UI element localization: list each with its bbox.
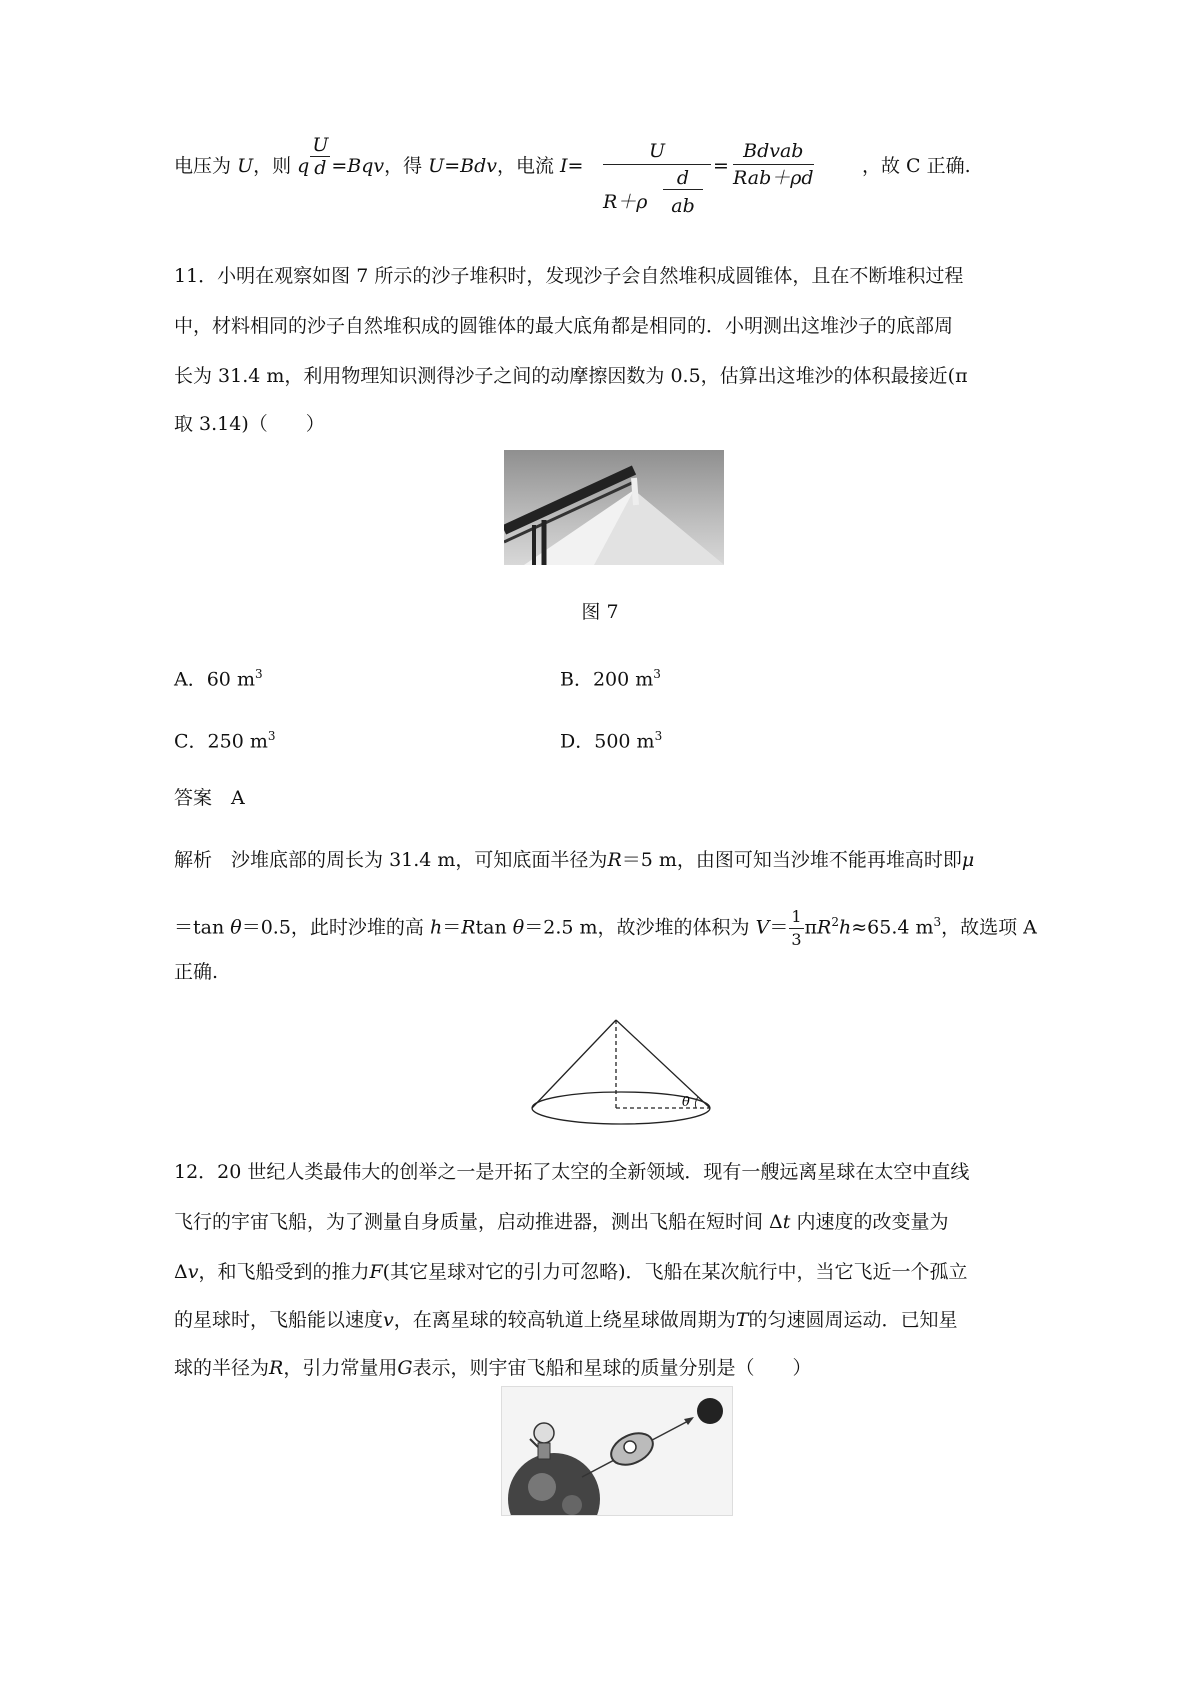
- var-t: t: [782, 1211, 791, 1233]
- sand-pile-photo: [504, 450, 724, 565]
- den-d: d: [663, 167, 703, 190]
- text: =: [567, 155, 584, 177]
- var-R: R: [461, 916, 476, 939]
- text: ≈65.4 m: [851, 916, 934, 939]
- text: 沙堆底部的周长为 31.4 m，可知底面半径为: [231, 849, 608, 871]
- q12-line-1: 12．20 世纪人类最伟大的创举之一是开拓了太空的全新领域．现有一艘远离星球在太空中直线: [174, 1161, 970, 1183]
- text: 内速度的改变量为: [790, 1211, 949, 1233]
- text: ＝2.5 m，故沙堆的体积为: [524, 916, 750, 939]
- fraction-result: [733, 138, 814, 191]
- text: ，故选项 A: [941, 916, 1037, 939]
- option-a: [174, 660, 263, 693]
- q12-line-4: [174, 1306, 957, 1334]
- var-U: U: [428, 155, 445, 177]
- text: π: [804, 916, 818, 939]
- text: 表示，则宇宙飞船和星球的质量分别是（ ）: [412, 1357, 812, 1379]
- text: ＝5 m，由图可知当沙堆不能再堆高时即: [621, 849, 962, 871]
- answer-label: 答案: [174, 787, 213, 809]
- q11-line-4: 取 3.14)（ ）: [174, 413, 325, 435]
- text: 飞行的宇宙飞船，为了测量自身质量，启动推进器，测出飞船在短时间 Δ: [174, 1211, 783, 1233]
- q11-line-1: 11．小明在观察如图 7 所示的沙子堆积时，发现沙子会自然堆积成圆锥体，且在不断堆积过程: [174, 265, 964, 287]
- theta-label: θ: [682, 1095, 690, 1110]
- option-b-text: B．200 m: [560, 668, 654, 691]
- text: ＝0.5，此时沙堆的高: [241, 916, 424, 939]
- option-d: [560, 722, 662, 755]
- exponent: 2: [831, 915, 839, 930]
- exponent: 3: [654, 729, 663, 743]
- text: ，得: [384, 155, 423, 177]
- text: =: [331, 155, 348, 177]
- option-d-text: D．500 m: [560, 730, 655, 753]
- var-Bdv: Bdv: [460, 155, 497, 177]
- text: 电压为: [174, 155, 232, 177]
- analysis-line-2: [174, 906, 1037, 951]
- var-Bqv: Bqv: [347, 155, 385, 177]
- var-q: q: [297, 155, 310, 177]
- analysis-label: 解析: [174, 849, 213, 871]
- den-R-rho: R＋ρ: [603, 191, 648, 213]
- numerator: U: [648, 140, 665, 162]
- text: ，和飞船受到的推力: [198, 1261, 370, 1283]
- cone-diagram: [528, 1018, 718, 1128]
- option-a-text: A．60 m: [174, 668, 255, 691]
- text: ，电流: [496, 155, 554, 177]
- analysis-line-3: 正确.: [174, 961, 219, 983]
- var-F: F: [369, 1261, 383, 1283]
- text: Δ: [174, 1261, 188, 1283]
- var-theta: θ: [512, 916, 525, 939]
- denominator: 3: [791, 930, 802, 949]
- spaceship-illustration: [501, 1386, 733, 1516]
- var-mu: μ: [961, 849, 975, 871]
- equals: =: [713, 155, 729, 177]
- q11-line-3: 长为 31.4 m，利用物理知识测得沙子之间的动摩擦因数为 0.5，估算出这堆沙的体积最接近(π: [174, 365, 968, 387]
- text: ＝: [769, 916, 789, 939]
- text: (其它星球对它的引力可忽略)．飞船在某次航行中，当它飞近一个孤立: [382, 1261, 968, 1283]
- sand-pile-image: [504, 450, 724, 565]
- var-T: T: [735, 1309, 749, 1331]
- prev-answer-line: [174, 133, 584, 180]
- text: ＝tan: [174, 916, 225, 939]
- var-I: I: [560, 155, 568, 177]
- var-G: G: [397, 1357, 413, 1379]
- var-U: U: [237, 155, 254, 177]
- numerator: U: [312, 133, 329, 156]
- denominator: Rab＋ρd: [733, 167, 814, 189]
- var-h: h: [429, 916, 443, 939]
- exponent: 3: [267, 729, 276, 743]
- q12-line-3: [174, 1258, 968, 1286]
- q12-line-2: [174, 1208, 948, 1236]
- var-v: v: [187, 1261, 199, 1283]
- q12-line-5: [174, 1354, 812, 1382]
- fraction-U-over-d: [310, 134, 330, 179]
- var-R: R: [817, 916, 832, 939]
- option-b: [560, 660, 661, 693]
- option-c: [174, 722, 276, 755]
- text: 球的半径为: [174, 1357, 270, 1379]
- den-ab: ab: [671, 195, 695, 217]
- var-R: R: [607, 849, 622, 871]
- var-theta: θ: [230, 916, 242, 939]
- analysis-line-1: [174, 846, 974, 874]
- fraction-current: [603, 138, 711, 227]
- denominator: [603, 165, 711, 227]
- var-V: V: [755, 916, 770, 939]
- spaceship-image: [502, 1387, 732, 1515]
- exponent: 3: [933, 915, 942, 930]
- numerator: 1: [789, 906, 803, 929]
- var-R: R: [269, 1357, 284, 1379]
- text: ，在离星球的较高轨道上绕星球做周期为: [393, 1309, 736, 1331]
- text: ＝: [442, 916, 462, 939]
- text: ，引力常量用: [283, 1357, 398, 1379]
- answer-line: [174, 784, 245, 812]
- figure-caption: 图 7: [581, 601, 619, 623]
- text: ，则: [253, 155, 292, 177]
- answer-value: A: [231, 787, 245, 809]
- q11-line-2: 中，材料相同的沙子自然堆积成的圆锥体的最大底角都是相同的．小明测出这堆沙子的底部周: [174, 315, 954, 337]
- fraction-one-third: [789, 906, 803, 951]
- text: =: [444, 155, 461, 177]
- text: tan: [475, 916, 507, 939]
- denominator: d: [314, 156, 327, 179]
- exponent: 3: [254, 667, 263, 681]
- exponent: 3: [653, 667, 661, 681]
- var-v: v: [383, 1309, 394, 1331]
- numerator: Bdvab: [733, 138, 814, 165]
- text: 的匀速圆周运动．已知星: [748, 1309, 958, 1331]
- var-h: h: [838, 916, 852, 939]
- text: ，故 C 正确.: [862, 155, 971, 177]
- text: 的星球时，飞船能以速度: [174, 1309, 384, 1331]
- option-c-text: C．250 m: [174, 730, 268, 753]
